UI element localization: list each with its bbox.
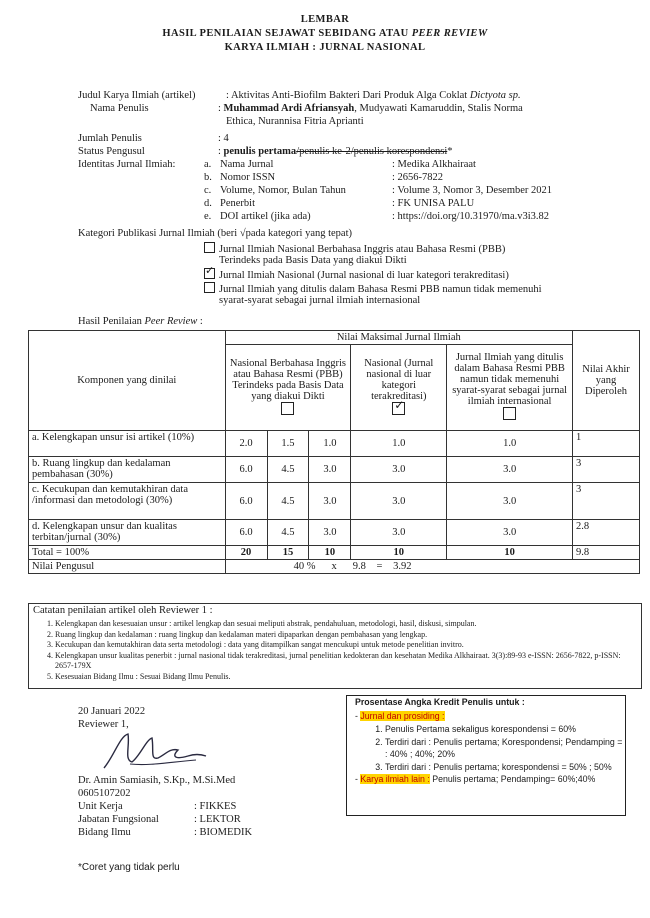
col-nasional-header: Nasional (Jurnal nasional di luar kategori terakreditasi) ✓ xyxy=(351,345,447,431)
reviewer-nip: 0605107202 xyxy=(78,788,131,799)
nilai-akhir-header: Nilai Akhir yang Diperoleh xyxy=(573,331,640,431)
table-row xyxy=(29,457,640,483)
credit-title: Prosentase Angka Kredit Penulis untuk : xyxy=(355,697,525,707)
penulis-value-line2: Ethica, Nurannisa Fitria Aprianti xyxy=(226,116,364,127)
nilai-cell: 4.5 xyxy=(267,483,309,520)
identitas-label: Identitas Jurnal Ilmiah: xyxy=(78,159,176,170)
credit-jurnal-row: - Jurnal dan prosiding : xyxy=(355,710,445,721)
nilai-cell: 4.5 xyxy=(267,457,309,483)
journal-field-value: : Volume 3, Nomor 3, Desember 2021 xyxy=(392,185,553,196)
credit-karya-row: - Karya ilmiah lain : Penulis pertama; Pendamping= 60%;40% xyxy=(355,774,596,784)
catatan-item: 5. Kesesuaian Bidang Ilmu : Sesuai Bidang Ilmu Penulis. xyxy=(55,672,641,683)
kategori-option-pbb-line2: Terindeks pada Basis Data yang diakui Dikti xyxy=(219,255,407,266)
jurnal-label: Jurnal dan prosiding : xyxy=(360,710,445,721)
journal-field-label: e. xyxy=(204,211,212,222)
total-row xyxy=(29,546,640,560)
pengusul-calc: 40 % x 9.8 = 3.92 xyxy=(225,560,639,574)
nilai-cell: 6.0 xyxy=(225,520,267,546)
total-cell: 20 xyxy=(225,546,267,560)
catatan-list xyxy=(29,619,641,682)
doc-title-line2: HASIL PENILAIAN SEJAWAT SEBIDANG ATAU PEER REVIEW xyxy=(162,28,488,39)
score-table xyxy=(28,330,640,574)
jumlah-label: Jumlah Penulis xyxy=(78,133,142,144)
nilai-cell: 1.0 xyxy=(309,431,351,457)
nilai-cell: 3.0 xyxy=(351,457,447,483)
checkbox-icon xyxy=(204,242,215,253)
komponen-header: Komponen yang dinilai xyxy=(29,331,226,431)
signature-image xyxy=(100,726,210,774)
karya-label: Karya ilmiah lain : xyxy=(360,774,430,784)
kategori-label: Kategori Publikasi Jurnal Ilmiah (beri √pada kategori yang tepat) xyxy=(78,228,353,239)
checkbox-icon xyxy=(281,402,294,415)
table-row xyxy=(29,520,640,546)
nilai-maksimal-header: Nilai Maksimal Jurnal Ilmiah xyxy=(225,331,572,345)
journal-field-name: Volume, Nomor, Bulan Tahun xyxy=(220,185,346,196)
doc-title-line3: KARYA ILMIAH : JURNAL NASIONAL xyxy=(224,42,426,53)
journal-field-label: c. xyxy=(204,185,212,196)
reviewer-role: Reviewer 1, xyxy=(78,719,129,730)
nilai-cell: 1.0 xyxy=(351,431,447,457)
review-date: 20 Januari 2022 xyxy=(78,706,146,717)
journal-field-value: : https://doi.org/10.31970/ma.v3i3.82 xyxy=(392,211,550,222)
nilai-akhir-cell: 1 xyxy=(573,431,640,457)
penulis-label: Nama Penulis xyxy=(90,103,149,114)
status-value: : penulis pertama/penulis ke-2/penulis korespondensi* xyxy=(218,146,453,157)
journal-field-label: a. xyxy=(204,159,212,170)
nilai-akhir-cell: 3 xyxy=(573,457,640,483)
komponen-cell: c. Kecukupan dan kemutakhiran data /informasi dan metodologi (30%) xyxy=(29,483,226,520)
unit-label: Unit Kerja xyxy=(78,801,123,812)
status-label: Status Pengusul xyxy=(78,146,145,157)
journal-field-value: : FK UNISA PALU xyxy=(392,198,475,209)
bidang-label: Bidang Ilmu xyxy=(78,827,131,838)
nilai-cell: 1.0 xyxy=(447,431,573,457)
judul-value: : Aktivitas Anti-Biofilm Bakteri Dari Produk Alga Coklat Dictyota sp. xyxy=(226,90,521,101)
jabatan-value: : LEKTOR xyxy=(194,814,241,825)
nilai-cell: 4.5 xyxy=(267,520,309,546)
nilai-cell: 2.0 xyxy=(225,431,267,457)
nilai-cell: 3.0 xyxy=(447,520,573,546)
catatan-title: Catatan penilaian artikel oleh Reviewer 1 : xyxy=(33,605,213,616)
komponen-cell: d. Kelengkapan unsur dan kualitas terbitan/jurnal (30%) xyxy=(29,520,226,546)
total-akhir-cell: 9.8 xyxy=(573,546,640,560)
credit-item: 3. Terdiri dari : Penulis pertama; korespondensi = 50% ; 50% xyxy=(385,761,625,774)
pengusul-row xyxy=(29,560,640,574)
checkbox-icon xyxy=(204,282,215,293)
checked-checkbox-icon xyxy=(392,402,405,415)
table-row xyxy=(29,431,640,457)
reviewer-name: Dr. Amin Samiasih, S.Kp., M.Si.Med xyxy=(78,775,236,786)
total-label: Total = 100% xyxy=(29,546,226,560)
nilai-cell: 3.0 xyxy=(309,483,351,520)
journal-field-label: d. xyxy=(204,198,212,209)
komponen-cell: b. Ruang lingkup dan kedalaman pembahasan (30%) xyxy=(29,457,226,483)
footnote: *Coret yang tidak perlu xyxy=(78,862,180,873)
total-cell: 10 xyxy=(309,546,351,560)
journal-field-value: : 2656-7822 xyxy=(392,172,444,183)
nilai-cell: 3.0 xyxy=(447,457,573,483)
credit-item: 1. Penulis Pertama sekaligus korespondensi = 60% xyxy=(385,723,625,736)
col-pbb-header: Nasional Berbahasa Inggris atau Bahasa Resmi (PBB) Terindeks pada Basis Data yang diakui Dikti xyxy=(225,345,351,431)
jumlah-value: : 4 xyxy=(218,133,229,144)
doc-title-line1: LEMBAR xyxy=(300,14,350,25)
nilai-cell: 1.5 xyxy=(267,431,309,457)
nilai-cell: 6.0 xyxy=(225,457,267,483)
total-cell: 15 xyxy=(267,546,309,560)
bidang-value: : BIOMEDIK xyxy=(194,827,253,838)
catatan-box xyxy=(28,603,642,689)
journal-field-label: b. xyxy=(204,172,212,183)
nilai-cell: 6.0 xyxy=(225,483,267,520)
pengusul-label: Nilai Pengusul xyxy=(29,560,226,574)
nilai-akhir-cell: 2.8 xyxy=(573,520,640,546)
credit-item: 2. Terdiri dari : Penulis pertama; Korespondensi; Pendamping = : 40% ; 40%; 20% xyxy=(385,736,625,761)
credit-list xyxy=(347,723,625,773)
nilai-cell: 3.0 xyxy=(309,457,351,483)
nilai-akhir-cell: 3 xyxy=(573,483,640,520)
journal-field-name: Nama Jurnal xyxy=(220,159,274,170)
catatan-item: 4. Kelengkapan unsur kualitas penerbit : jurnal nasional tidak terakreditasi, jurnal penelitian kedokteran dan kesehatan Medika Alkhairaat. 3(3):89-93 e-ISSN: 2656-7822, p-ISSN: 2657-179X xyxy=(55,651,641,672)
komponen-cell: a. Kelengkapan unsur isi artikel (10%) xyxy=(29,431,226,457)
total-cell: 10 xyxy=(447,546,573,560)
nilai-cell: 3.0 xyxy=(447,483,573,520)
nilai-cell: 3.0 xyxy=(309,520,351,546)
kategori-option-resmi[interactable]: Jurnal Ilmiah yang ditulis dalam Bahasa Resmi PBB namun tidak memenuhi xyxy=(204,282,542,295)
kategori-option-resmi-line2: syarat-syarat sebagai jurnal ilmiah internasional xyxy=(219,295,421,306)
table-row xyxy=(29,483,640,520)
journal-field-name: Nomor ISSN xyxy=(220,172,276,183)
journal-field-name: DOI artikel (jika ada) xyxy=(220,211,311,222)
credit-box xyxy=(346,695,626,816)
penulis-value: : Muhammad Ardi Afriansyah, Mudyawati Kamaruddin, Stalis Norma xyxy=(218,103,523,114)
total-cell: 10 xyxy=(351,546,447,560)
nilai-cell: 3.0 xyxy=(351,520,447,546)
catatan-item: 2. Ruang lingkup dan kedalaman : ruang lingkup dan kedalaman materi dipaparkan dengan pembahasan yang lengkap. xyxy=(55,630,641,641)
nilai-cell: 3.0 xyxy=(351,483,447,520)
checked-checkbox-icon xyxy=(204,268,215,279)
checkbox-icon xyxy=(503,407,516,420)
journal-field-name: Penerbit xyxy=(220,198,255,209)
catatan-item: 3. Kecukupan dan kemutakhiran data serta metodologi : data yang ditampilkan sangat mencukupi untuk metode penelitian invitro. xyxy=(55,640,641,651)
col-resmi-header: Jurnal Ilmiah yang ditulis dalam Bahasa Resmi PBB namun tidak memenuhi syarat-syarat sebagai jurnal ilmiah internasional xyxy=(447,345,573,431)
catatan-item: 1. Kelengkapan dan kesesuaian unsur : artikel lengkap dan sesuai meliputi abstrak, pendahuluan, metodologi, hasil, diskusi, simpulan. xyxy=(55,619,641,630)
jabatan-label: Jabatan Fungsional xyxy=(78,814,159,825)
unit-value: : FIKKES xyxy=(194,801,237,812)
journal-field-value: : Medika Alkhairaat xyxy=(392,159,476,170)
kategori-option-pbb[interactable]: Jurnal Ilmiah Nasional Berbahasa Inggris atau Bahasa Resmi (PBB) xyxy=(204,242,505,255)
hasil-label: Hasil Penilaian Peer Review : xyxy=(78,316,203,327)
judul-label: Judul Karya Ilmiah (artikel) xyxy=(78,90,196,101)
kategori-option-nasional[interactable]: ✓Jurnal Ilmiah Nasional (Jurnal nasional di luar kategori terakreditasi) xyxy=(204,268,509,281)
